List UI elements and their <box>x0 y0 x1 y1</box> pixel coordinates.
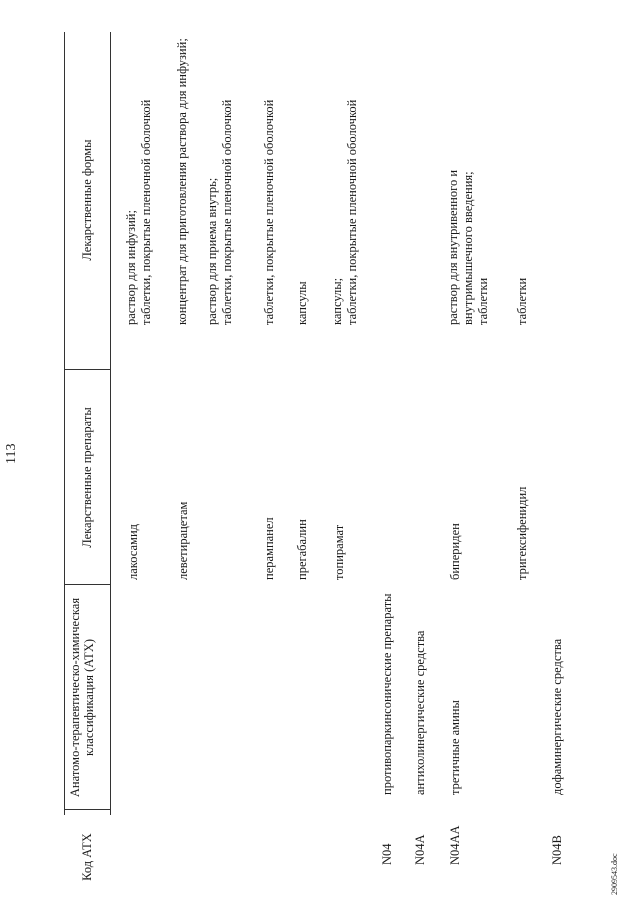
drug-form: таблетки <box>515 277 529 325</box>
drug-form: раствор для внутривенного и внутримышечного введения; <box>446 169 475 325</box>
drug-name: бипериден <box>448 523 462 580</box>
drug-form: капсулы; <box>330 277 344 325</box>
atc-class: антихолинергические средства <box>413 630 427 795</box>
drug-form: раствор для приема внутрь; <box>205 177 219 325</box>
atc-class: третичные амины <box>448 700 462 795</box>
atc-class: противопаркинсонические препараты <box>380 593 394 795</box>
drug-form: таблетки <box>476 277 490 325</box>
drug-form: раствор для инфузий; <box>124 210 138 325</box>
drug-form: таблетки, покрытые пленочной оболочкой <box>345 99 359 325</box>
drug-form: концентрат для приготовления раствора для инфузий; <box>175 38 189 325</box>
atc-code: N04B <box>550 835 564 865</box>
drug-name: леветирацетам <box>176 501 190 580</box>
header-drugs: Лекарственные препараты <box>80 407 94 548</box>
table-header-rule <box>110 32 111 815</box>
atc-class: дофаминергические средства <box>550 638 564 795</box>
drug-name: топирамат <box>332 524 346 580</box>
drug-form: капсулы <box>295 281 309 325</box>
header-code: Код АТХ <box>80 833 94 881</box>
header-classification: Анатомо-терапевтическо-химическая классификация (АТХ) <box>68 597 97 798</box>
table-top-rule <box>64 32 65 815</box>
col-divider-2 <box>64 584 110 585</box>
document-footer: 2909543.doc <box>610 853 619 895</box>
drug-name: тригексифенидил <box>515 486 529 580</box>
drug-name: лакосамид <box>126 524 140 580</box>
page-number: 113 <box>4 443 19 464</box>
drug-name: перампанел <box>262 517 276 580</box>
atc-code: N04 <box>380 843 394 865</box>
header-forms: Лекарственные формы <box>80 139 94 261</box>
drug-form: таблетки, покрытые пленочной оболочкой <box>220 99 234 325</box>
drug-name: прегабалин <box>295 519 309 580</box>
atc-code: N04AA <box>448 825 462 865</box>
drug-form: таблетки, покрытые пленочной оболочкой <box>139 99 153 325</box>
drug-form: таблетки, покрытые пленочной оболочкой <box>262 99 276 325</box>
col-divider-3 <box>64 369 110 370</box>
col-divider-1 <box>64 809 110 810</box>
atc-code: N04A <box>413 834 427 865</box>
